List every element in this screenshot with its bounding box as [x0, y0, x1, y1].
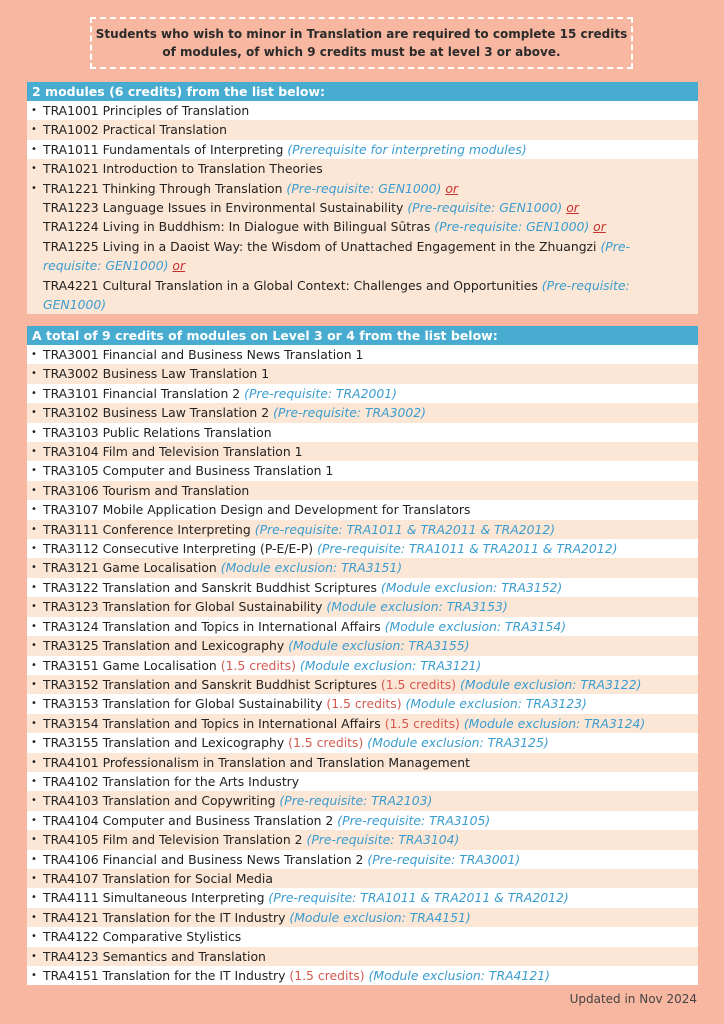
module-name: TRA3122 Translation and Sanskrit Buddhist Scriptures — [43, 579, 377, 595]
module-row — [27, 423, 698, 442]
module-row — [27, 636, 698, 655]
bullet-icon: • — [31, 349, 37, 360]
module-name: TRA4102 Translation for the Arts Industry — [43, 773, 300, 789]
bullet-icon: • — [31, 659, 37, 671]
module-credits: (1.5 credits) — [220, 657, 296, 673]
module-row — [27, 442, 698, 461]
module-note: (Module exclusion: TRA3125) — [367, 735, 549, 751]
section-2-header: A total of 9 credits of modules on Level 3 or 4 from the list below: — [27, 326, 698, 345]
module-name: TRA4106 Financial and Business News Translation 2 — [43, 851, 364, 867]
module-row — [27, 520, 698, 539]
bullet-icon: • — [31, 834, 37, 846]
module-row — [27, 753, 698, 772]
module-row — [27, 578, 698, 597]
module-row — [27, 656, 698, 675]
bullet-icon: • — [31, 717, 37, 729]
module-note: (Prerequisite for interpreting modules) — [287, 141, 527, 157]
module-name: TRA4103 Translation and Copywriting — [43, 793, 276, 809]
bullet-icon: • — [31, 678, 37, 690]
module-name: TRA3124 Translation and Topics in International Affairs — [43, 618, 381, 634]
bullet-icon: • — [31, 105, 37, 116]
bullet-icon: • — [31, 523, 37, 535]
module-name: TRA4111 Simultaneous Interpreting — [43, 890, 265, 906]
module-row — [27, 481, 698, 500]
module-row — [27, 675, 698, 694]
module-row — [27, 539, 698, 558]
module-row — [27, 811, 698, 830]
notice-line-2: of modules, of which 9 credits must be at level 3 or above. — [162, 45, 561, 59]
module-note: (Module exclusion: TRA4151) — [289, 909, 471, 925]
module-note: (Pre-requisite: TRA3002) — [273, 405, 426, 421]
module-name: TRA3107 Mobile Application Design and Development for Translators — [43, 502, 471, 518]
module-note: (Module exclusion: TRA3124) — [463, 715, 646, 731]
bullet-icon: • — [31, 368, 37, 380]
module-name: TRA1221 Thinking Through Translation — [43, 180, 283, 196]
module-name: TRA3102 Business Law Translation 2 — [43, 405, 270, 421]
module-note: (Pre-requisite: TRA3105) — [337, 812, 491, 828]
module-row — [27, 384, 698, 403]
module-name: TRA1002 Practical Translation — [43, 122, 227, 138]
bullet-icon: • — [31, 426, 37, 438]
module-row — [27, 101, 698, 120]
module-row — [27, 364, 698, 383]
module-note: (Pre-requisite: TRA3104) — [306, 832, 460, 848]
notice-line-1: Students who wish to minor in Translation are required to complete 15 credits — [95, 27, 628, 41]
module-name: TRA4101 Professionalism in Translation and Translation Management — [43, 754, 471, 770]
module-row — [27, 908, 698, 927]
alternative-module — [43, 276, 658, 315]
module-name: TRA4121 Translation for the IT Industry — [43, 909, 286, 925]
module-name: TRA1224 Living in Buddhism: In Dialogue with Bilingual Sūtras — [43, 219, 431, 235]
bullet-icon: • — [31, 698, 37, 710]
module-name: TRA1225 Living in a Daoist Way: the Wisdom of Unattached Engagement in the Zhuangzi — [43, 238, 597, 254]
module-name: TRA3112 Consecutive Interpreting (P-E/E-P) — [43, 541, 314, 557]
module-row — [27, 120, 698, 139]
bullet-icon: • — [31, 543, 37, 555]
module-name: TRA3101 Financial Translation 2 — [43, 385, 241, 401]
module-name: TRA3125 Translation and Lexicography — [43, 638, 285, 654]
module-name: TRA1223 Language Issues in Environmental Sustainability — [43, 200, 404, 216]
bullet-icon: • — [31, 814, 37, 826]
module-row — [27, 791, 698, 810]
module-name: TRA3154 Translation and Topics in International Affairs — [43, 715, 381, 731]
bullet-icon: • — [31, 601, 37, 613]
bullet-icon: • — [31, 872, 37, 884]
or-connector: or — [172, 258, 186, 274]
bullet-icon: • — [31, 911, 37, 923]
module-name: TRA4105 Film and Television Translation 2 — [43, 832, 303, 848]
module-row — [27, 500, 698, 519]
module-name: TRA3123 Translation for Global Sustainability — [43, 599, 323, 615]
module-name: TRA3151 Game Localisation — [43, 657, 217, 673]
module-name: TRA1011 Fundamentals of Interpreting — [43, 141, 284, 157]
module-row — [27, 461, 698, 480]
module-row — [27, 830, 698, 849]
bullet-icon: • — [31, 562, 37, 574]
bullet-icon: • — [31, 950, 37, 962]
module-note: (Module exclusion: TRA3121) — [299, 657, 482, 673]
bullet-icon: • — [31, 737, 37, 749]
bullet-icon: • — [31, 931, 37, 943]
module-name: TRA4151 Translation for the IT Industry — [43, 968, 286, 983]
section-level-3-4-modules — [27, 326, 698, 985]
module-note: (Pre-requisite: GEN1000) — [407, 200, 563, 216]
module-row — [27, 888, 698, 907]
alternative-module — [43, 237, 658, 276]
module-note: (Pre-requisite: TRA3001) — [367, 851, 521, 867]
module-name: TRA4122 Comparative Stylistics — [43, 929, 242, 945]
alternative-module — [43, 179, 658, 198]
module-row — [27, 159, 698, 178]
bullet-icon: • — [31, 775, 37, 787]
module-row — [27, 558, 698, 577]
module-row — [27, 140, 698, 159]
module-note: (Module exclusion: TRA3154) — [384, 618, 567, 634]
bullet-icon: • — [31, 484, 37, 496]
module-row — [27, 617, 698, 636]
bullet-icon: • — [31, 756, 37, 768]
module-note: (Pre-requisite: GEN1000) — [286, 180, 442, 196]
module-name: TRA4104 Computer and Business Translation 2 — [43, 812, 334, 828]
bullet-icon: • — [31, 465, 37, 477]
module-row — [27, 714, 698, 733]
module-name: TRA1001 Principles of Translation — [43, 103, 250, 118]
bullet-icon: • — [31, 620, 37, 632]
module-note: (Pre-requisite: GEN1000) — [43, 238, 630, 274]
module-note: (Pre-requisite: TRA1011 & TRA2011 & TRA2012) — [268, 890, 569, 906]
bullet-icon: • — [31, 970, 37, 981]
module-note: (Pre-requisite: TRA1011 & TRA2011 & TRA2012) — [254, 521, 556, 537]
module-note: (Pre-requisite: TRA1011 & TRA2011 & TRA2012) — [317, 541, 618, 557]
module-note: (Module exclusion: TRA4121) — [368, 968, 550, 983]
module-note: (Module exclusion: TRA3122) — [460, 676, 642, 692]
module-credits: (1.5 credits) — [380, 676, 457, 692]
module-name: TRA3111 Conference Interpreting — [43, 521, 251, 537]
module-row — [27, 966, 698, 985]
module-row — [27, 947, 698, 966]
bullet-icon: • — [31, 640, 37, 652]
or-connector: or — [566, 200, 579, 216]
module-note: (Module exclusion: TRA3155) — [288, 638, 470, 654]
module-row — [27, 403, 698, 422]
module-name: TRA3103 Public Relations Translation — [43, 424, 272, 440]
bullet-icon: • — [31, 581, 37, 593]
minor-requirement-notice — [90, 17, 633, 69]
module-name: TRA4107 Translation for Social Media — [43, 870, 273, 886]
module-row — [27, 772, 698, 791]
module-name: TRA3121 Game Localisation — [43, 560, 217, 576]
module-name: TRA3153 Translation for Global Sustainability — [43, 696, 323, 712]
bullet-icon: • — [31, 124, 37, 136]
bullet-icon: • — [31, 387, 37, 399]
module-credits: (1.5 credits) — [288, 735, 364, 751]
bullet-icon: • — [31, 853, 37, 865]
module-name: TRA3155 Translation and Lexicography — [43, 735, 285, 751]
module-row — [27, 733, 698, 752]
module-row — [27, 850, 698, 869]
bullet-icon: • — [31, 795, 37, 807]
module-credits: (1.5 credits) — [326, 696, 402, 712]
module-name: TRA3105 Computer and Business Translation 1 — [43, 463, 334, 479]
section-1-header: 2 modules (6 credits) from the list below: — [27, 82, 698, 101]
bullet-icon: • — [31, 504, 37, 516]
module-note: (Pre-requisite: TRA2001) — [244, 385, 397, 401]
bullet-icon: • — [31, 182, 37, 194]
module-row — [27, 597, 698, 616]
module-credits: (1.5 credits) — [289, 968, 365, 983]
module-name: TRA4221 Cultural Translation in a Global Context: Challenges and Opportunities — [43, 277, 538, 293]
module-name: TRA3104 Film and Television Translation 1 — [43, 444, 303, 460]
updated-date: Updated in Nov 2024 — [569, 992, 697, 1006]
bullet-icon: • — [31, 892, 37, 904]
bullet-icon: • — [31, 446, 37, 458]
section-level-1-modules — [27, 82, 698, 314]
module-note: (Module exclusion: TRA3123) — [405, 696, 587, 712]
module-name: TRA3002 Business Law Translation 1 — [43, 366, 270, 382]
alternative-module — [43, 217, 658, 236]
module-name: TRA1021 Introduction to Translation Theories — [43, 161, 323, 177]
module-row — [27, 694, 698, 713]
module-note: (Pre-requisite: TRA2103) — [279, 793, 433, 809]
bullet-icon: • — [31, 163, 37, 175]
module-row — [27, 927, 698, 946]
module-note: (Module exclusion: TRA3153) — [326, 599, 508, 615]
module-name: TRA3152 Translation and Sanskrit Buddhist Scriptures — [43, 676, 377, 692]
or-connector: or — [445, 180, 458, 196]
or-connector: or — [593, 219, 606, 235]
bullet-icon: • — [31, 407, 37, 419]
module-note: (Module exclusion: TRA3151) — [220, 560, 403, 576]
module-row — [27, 869, 698, 888]
bullet-icon: • — [31, 143, 37, 155]
alternative-module — [43, 198, 658, 217]
module-row — [27, 345, 698, 364]
module-credits: (1.5 credits) — [384, 715, 460, 731]
module-note: (Pre-requisite: GEN1000) — [434, 219, 590, 235]
module-note: (Pre-requisite: GEN1000) — [43, 277, 630, 313]
module-name: TRA3001 Financial and Business News Translation 1 — [43, 347, 364, 362]
module-name: TRA3106 Tourism and Translation — [43, 482, 250, 498]
module-note: (Module exclusion: TRA3152) — [380, 579, 563, 595]
elective-group — [27, 179, 698, 315]
module-name: TRA4123 Semantics and Translation — [43, 948, 266, 964]
